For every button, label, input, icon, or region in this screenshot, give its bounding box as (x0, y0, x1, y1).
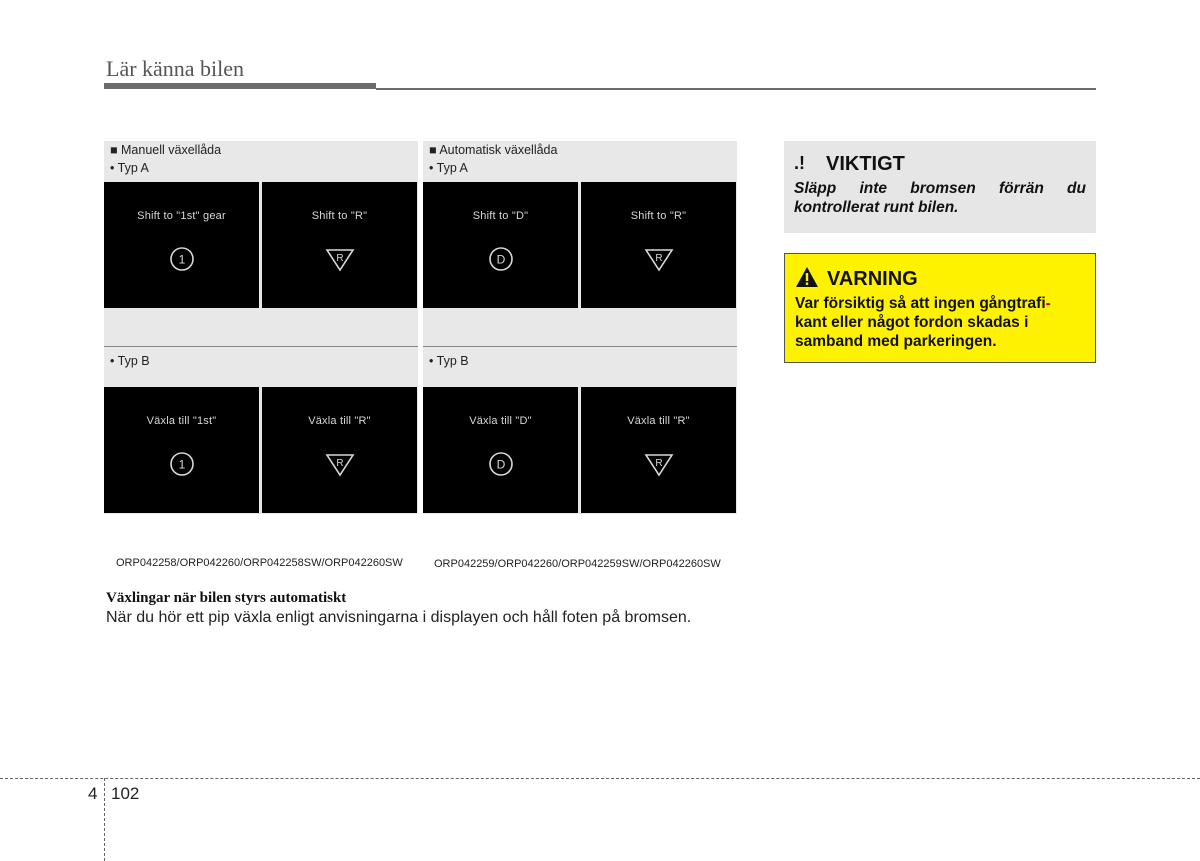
gear-label: R (654, 458, 663, 469)
gear-r-triangle-icon (325, 246, 355, 272)
figure-code: ORP042258/ORP042260/ORP042258SW/ORP042260SW (116, 557, 403, 569)
footer-dashed-separator (104, 778, 105, 861)
page-number: 102 (111, 784, 140, 803)
gear-label: R (654, 253, 663, 264)
section-heading: Växlingar när bilen styrs automatiskt (106, 590, 347, 606)
display-screen (581, 182, 736, 308)
figure-automatic (423, 141, 737, 514)
display-message: Växla till "1st" (146, 415, 217, 427)
display-message: Shift to "R" (630, 210, 687, 222)
gear-label: R (335, 253, 344, 264)
figure-sub-type-a: • Typ A (429, 161, 468, 175)
warning-title: VARNING (827, 268, 918, 290)
display-screen (262, 387, 417, 513)
figure-divider (423, 346, 737, 347)
exclamation-icon: .! (794, 153, 805, 173)
figure-sub-type-a: • Typ A (110, 161, 149, 175)
chapter-number: 4 (88, 784, 98, 803)
warning-box (784, 253, 1096, 363)
figure-divider (104, 346, 418, 347)
figure-sub-type-b: • Typ B (110, 354, 150, 368)
figure-caption: ■ Automatisk växellåda (429, 143, 558, 157)
figure-manual (104, 141, 418, 514)
display-message: Shift to "1st" gear (137, 210, 226, 222)
figure-sub-type-b: • Typ B (429, 354, 469, 368)
display-screen (581, 387, 736, 513)
header-rule-thick (104, 83, 376, 89)
gear-label: 1 (178, 252, 185, 267)
header-rule-thin (376, 88, 1096, 90)
display-message: Växla till "R" (627, 415, 690, 427)
display-message: Shift to "D" (472, 210, 529, 222)
gear-r-triangle-icon (644, 246, 674, 272)
figure-code: ORP042259/ORP042260/ORP042259SW/ORP042260SW (434, 558, 721, 570)
notice-title: VIKTIGT (826, 153, 905, 175)
section-body: När du hör ett pip växla enligt anvisningarna i displayen och håll foten på bromsen. (106, 609, 692, 626)
gear-r-triangle-icon (325, 451, 355, 477)
display-screen (423, 387, 578, 513)
footer-dashed-rule (0, 778, 1200, 779)
display-screen (104, 182, 259, 308)
display-screen (262, 182, 417, 308)
warning-triangle-icon (795, 266, 819, 288)
gear-label: D (496, 252, 505, 267)
warning-text-part-1: Var försiktig så att ingen gångtrafi (795, 295, 1046, 312)
gear-label: D (496, 457, 505, 472)
gear-label: 1 (178, 457, 185, 472)
display-message: Shift to "R" (311, 210, 368, 222)
gear-label: R (335, 458, 344, 469)
warning-hyphen: - (1045, 295, 1051, 312)
running-header: Lär känna bilen (106, 56, 245, 81)
gear-1-circle-icon (169, 451, 195, 477)
warning-text (795, 294, 1085, 351)
gear-d-circle-icon (488, 246, 514, 272)
notice-box (784, 141, 1096, 233)
notice-text: Släpp inte bromsen förrän du kontrollerat runt bilen. (794, 180, 1086, 216)
display-screen (104, 387, 259, 513)
display-screen (423, 182, 578, 308)
figure-caption: ■ Manuell växellåda (110, 143, 222, 157)
display-message: Växla till "D" (469, 415, 532, 427)
gear-r-triangle-icon (644, 451, 674, 477)
warning-text-part-2: kant eller något fordon skadas i samband med parkeringen. (795, 314, 1029, 350)
gear-1-circle-icon (169, 246, 195, 272)
gear-d-circle-icon (488, 451, 514, 477)
display-message: Växla till "R" (308, 415, 371, 427)
